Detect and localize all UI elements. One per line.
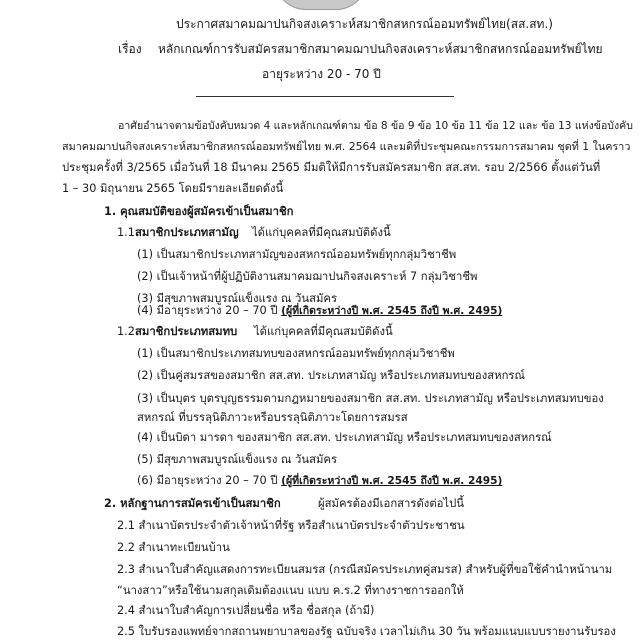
- section2-item-3-cont: “นางสาว”หรือใช้นามสกุลเดิมต้องแนบ แบบ ค.ร.2 ที่ทางราชการออกให้: [117, 584, 464, 597]
- sub2-item-2: (2) เป็นคู่สมรสของสมาชิก สส.สท. ประเภทสามัญ หรือประเภทสมทบของสหกรณ์: [137, 369, 525, 382]
- intro-line-4: 1 – 30 มิถุนายน 2565 โดยมีรายละเอียดดังนี้: [62, 182, 284, 195]
- sub1-title: สมาชิกประเภทสามัญ: [135, 226, 239, 239]
- age-range-heading: อายุระหว่าง 20 - 70 ปี: [262, 67, 381, 81]
- sub2-age-note: (ผู้ที่เกิดระหว่างปี พ.ศ. 2545 ถึงปี พ.ศ. 2495): [281, 475, 503, 487]
- intro-line-3: ประชุมครั้งที่ 3/2565 เมื่อวันที่ 18 มีนาคม 2565 มีมติให้มีการรับสมัครสมาชิก สส.สท. รอบ 2/2566 ตั้งแต่วันที่: [62, 161, 601, 174]
- sub1-item-1: (1) เป็นสมาชิกประเภทสามัญของสหกรณ์ออมทรัพย์ทุกกลุ่มวิชาชีพ: [137, 248, 457, 261]
- sub1-item-2: (2) เป็นเจ้าหน้าที่ผู้ปฏิบัติงานสมาคมฌาปนกิจสงเคราะห์ 7 กลุ่มวิชาชีพ: [137, 270, 478, 283]
- subject-line: หลักเกณฑ์การรับสมัครสมาชิกสมาคมฌาปนกิจสงเคราะห์สมาชิกสหกรณ์ออมทรัพย์ไทย: [158, 42, 603, 56]
- sub2-title: สมาชิกประเภทสมทบ: [135, 325, 238, 338]
- sub1-item-4: [137, 304, 502, 318]
- association-logo: [274, 0, 368, 10]
- header-divider: [196, 96, 454, 97]
- announcement-title: ประกาศสมาคมฌาปนกิจสงเคราะห์สมาชิกสหกรณ์ออมทรัพย์ไทย(สส.สท.): [176, 17, 553, 31]
- section2-item-2: 2.2 สำเนาทะเบียนบ้าน: [117, 541, 230, 554]
- sub1-age-note: (ผู้ที่เกิดระหว่างปี พ.ศ. 2545 ถึงปี พ.ศ. 2495): [281, 305, 503, 317]
- intro-line-1: อาศัยอำนาจตามข้อบังคับหมวด 4 และหลักเกณฑ์ตาม ข้อ 8 ข้อ 9 ข้อ 10 ข้อ 11 ข้อ 12 และ ข้อ 13 แห่งข้อบังคับ: [118, 120, 633, 132]
- section2-item-3: 2.3 สำเนาใบสำคัญแสดงการทะเบียนสมรส (กรณีสมัครประเภทคู่สมรส) สำหรับผู้ที่ขอใช้คำนำหน้านาม: [117, 563, 613, 576]
- sub2-age-item: (6) มีอายุระหว่าง 20 – 70 ปี: [137, 474, 278, 487]
- section2-desc: ผู้สมัครต้องมีเอกสารดังต่อไปนี้: [318, 497, 465, 510]
- intro-line-2: สมาคมฌาปนกิจสงเคราะห์สมาชิกสหกรณ์ออมทรัพย์ไทย พ.ศ. 2564 และมติที่ประชุมคณะกรรมการสมาคม ชุดที่ 1 ในคราว: [62, 140, 631, 153]
- section2-item-4: 2.4 สำเนาใบสำคัญการเปลี่ยนชื่อ หรือ ชื่อสกุล (ถ้ามี): [117, 604, 375, 617]
- sub2-item-3: (3) เป็นบุตร บุตรบุญธรรมตามกฎหมายของสมาชิก สส.สท. ประเภทสามัญ หรือประเภทสมทบของ: [137, 392, 604, 405]
- sub1-number: 1.1: [117, 226, 135, 239]
- sub2-item-6: [137, 474, 502, 488]
- sub2-item-3-cont: สหกรณ์ ที่บรรลุนิติภาวะหรือบรรลุนิติภาวะโดยการสมรส: [137, 411, 408, 424]
- sub1-age-item: (4) มีอายุระหว่าง 20 – 70 ปี: [137, 304, 278, 317]
- sub1-desc: ได้แก่บุคคลที่มีคุณสมบัติดังนี้: [252, 226, 391, 239]
- subject-prefix: เรื่อง: [118, 42, 142, 56]
- sub2-number: 1.2: [117, 325, 135, 338]
- section1-title: 1. คุณสมบัติของผู้สมัครเข้าเป็นสมาชิก: [104, 205, 294, 218]
- sub2-item-1: (1) เป็นสมาชิกประเภทสมทบของสหกรณ์ออมทรัพย์ทุกกลุ่มวิชาชีพ: [137, 347, 455, 360]
- section2-title: 2. หลักฐานการสมัครเข้าเป็นสมาชิก: [104, 497, 281, 510]
- sub2-item-5: (5) มีสุขภาพสมบูรณ์แข็งแรง ณ วันสมัคร: [137, 453, 338, 466]
- section2-item-1: 2.1 สำเนาบัตรประจำตัวเจ้าหน้าที่รัฐ หรือสำเนาบัตรประจำตัวประชาชน: [117, 519, 465, 532]
- section2-item-5: 2.5 ใบรับรองแพทย์จากสถานพยาบาลของรัฐ ฉบับจริง เวลาไม่เกิน 30 วัน พร้อมแนบแบบรายงานรับรอง: [117, 625, 616, 638]
- sub2-desc: ได้แก่บุคคลที่มีคุณสมบัติดังนี้: [254, 325, 393, 338]
- sub1-item-3: (3) มีสุขภาพสมบูรณ์แข็งแรง ณ วันสมัคร: [137, 292, 338, 305]
- sub2-item-4: (4) เป็นบิดา มารดา ของสมาชิก สส.สท. ประเภทสามัญ หรือประเภทสมทบของสหกรณ์: [137, 431, 552, 444]
